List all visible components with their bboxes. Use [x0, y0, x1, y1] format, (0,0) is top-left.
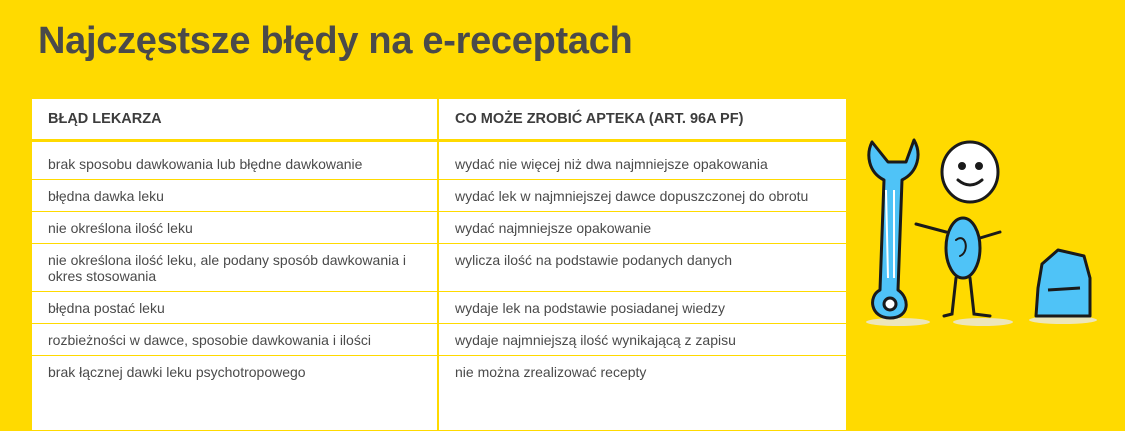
table-row [32, 180, 846, 212]
header-doctor-error: BŁĄD LEKARZA [32, 99, 438, 141]
pharmacy-action-cell: wydać najmniejsze opakowanie [438, 212, 846, 244]
doctor-error-cell: nie określona ilość leku, ale podany sposób dawkowania i okres stosowania [32, 244, 438, 292]
pharmacy-action-cell: wylicza ilość na podstawie podanych danych [438, 244, 846, 292]
doctor-error-cell: brak sposobu dawkowania lub błędne dawkowanie [32, 141, 438, 180]
table-header-row [32, 99, 846, 141]
doctor-error-cell: brak łącznej dawki leku psychotropowego [32, 356, 438, 431]
pharmacy-action-cell: wydaje lek na podstawie posiadanej wiedzy [438, 292, 846, 324]
table-row [32, 244, 846, 292]
doctor-error-cell: błędna postać leku [32, 292, 438, 324]
doctor-error-cell: rozbieżności w dawce, sposobie dawkowania i ilości [32, 324, 438, 356]
doctor-error-cell: nie określona ilość leku [32, 212, 438, 244]
table-row [32, 141, 846, 180]
pharmacy-action-cell: wydaje najmniejszą ilość wynikającą z zapisu [438, 324, 846, 356]
pharmacy-action-cell: wydać lek w najmniejszej dawce dopuszczonej do obrotu [438, 180, 846, 212]
pharmacy-action-cell: nie można zrealizować recepty [438, 356, 846, 431]
wrench-icon [869, 140, 918, 318]
house-icon [1036, 250, 1090, 316]
page-title: Najczęstsze błędy na e-receptach [38, 20, 632, 63]
pharmacy-action-cell: wydać nie więcej niż dwa najmniejsze opakowania [438, 141, 846, 180]
stick-figure-icon [916, 142, 1000, 316]
errors-table [32, 99, 846, 430]
table-row [32, 356, 846, 431]
table-row [32, 292, 846, 324]
table-row [32, 212, 846, 244]
doctor-error-cell: błędna dawka leku [32, 180, 438, 212]
header-pharmacy-action: CO MOŻE ZROBIĆ APTEKA (ART. 96A PF) [438, 99, 846, 141]
table-row [32, 324, 846, 356]
illustration [858, 128, 1108, 328]
